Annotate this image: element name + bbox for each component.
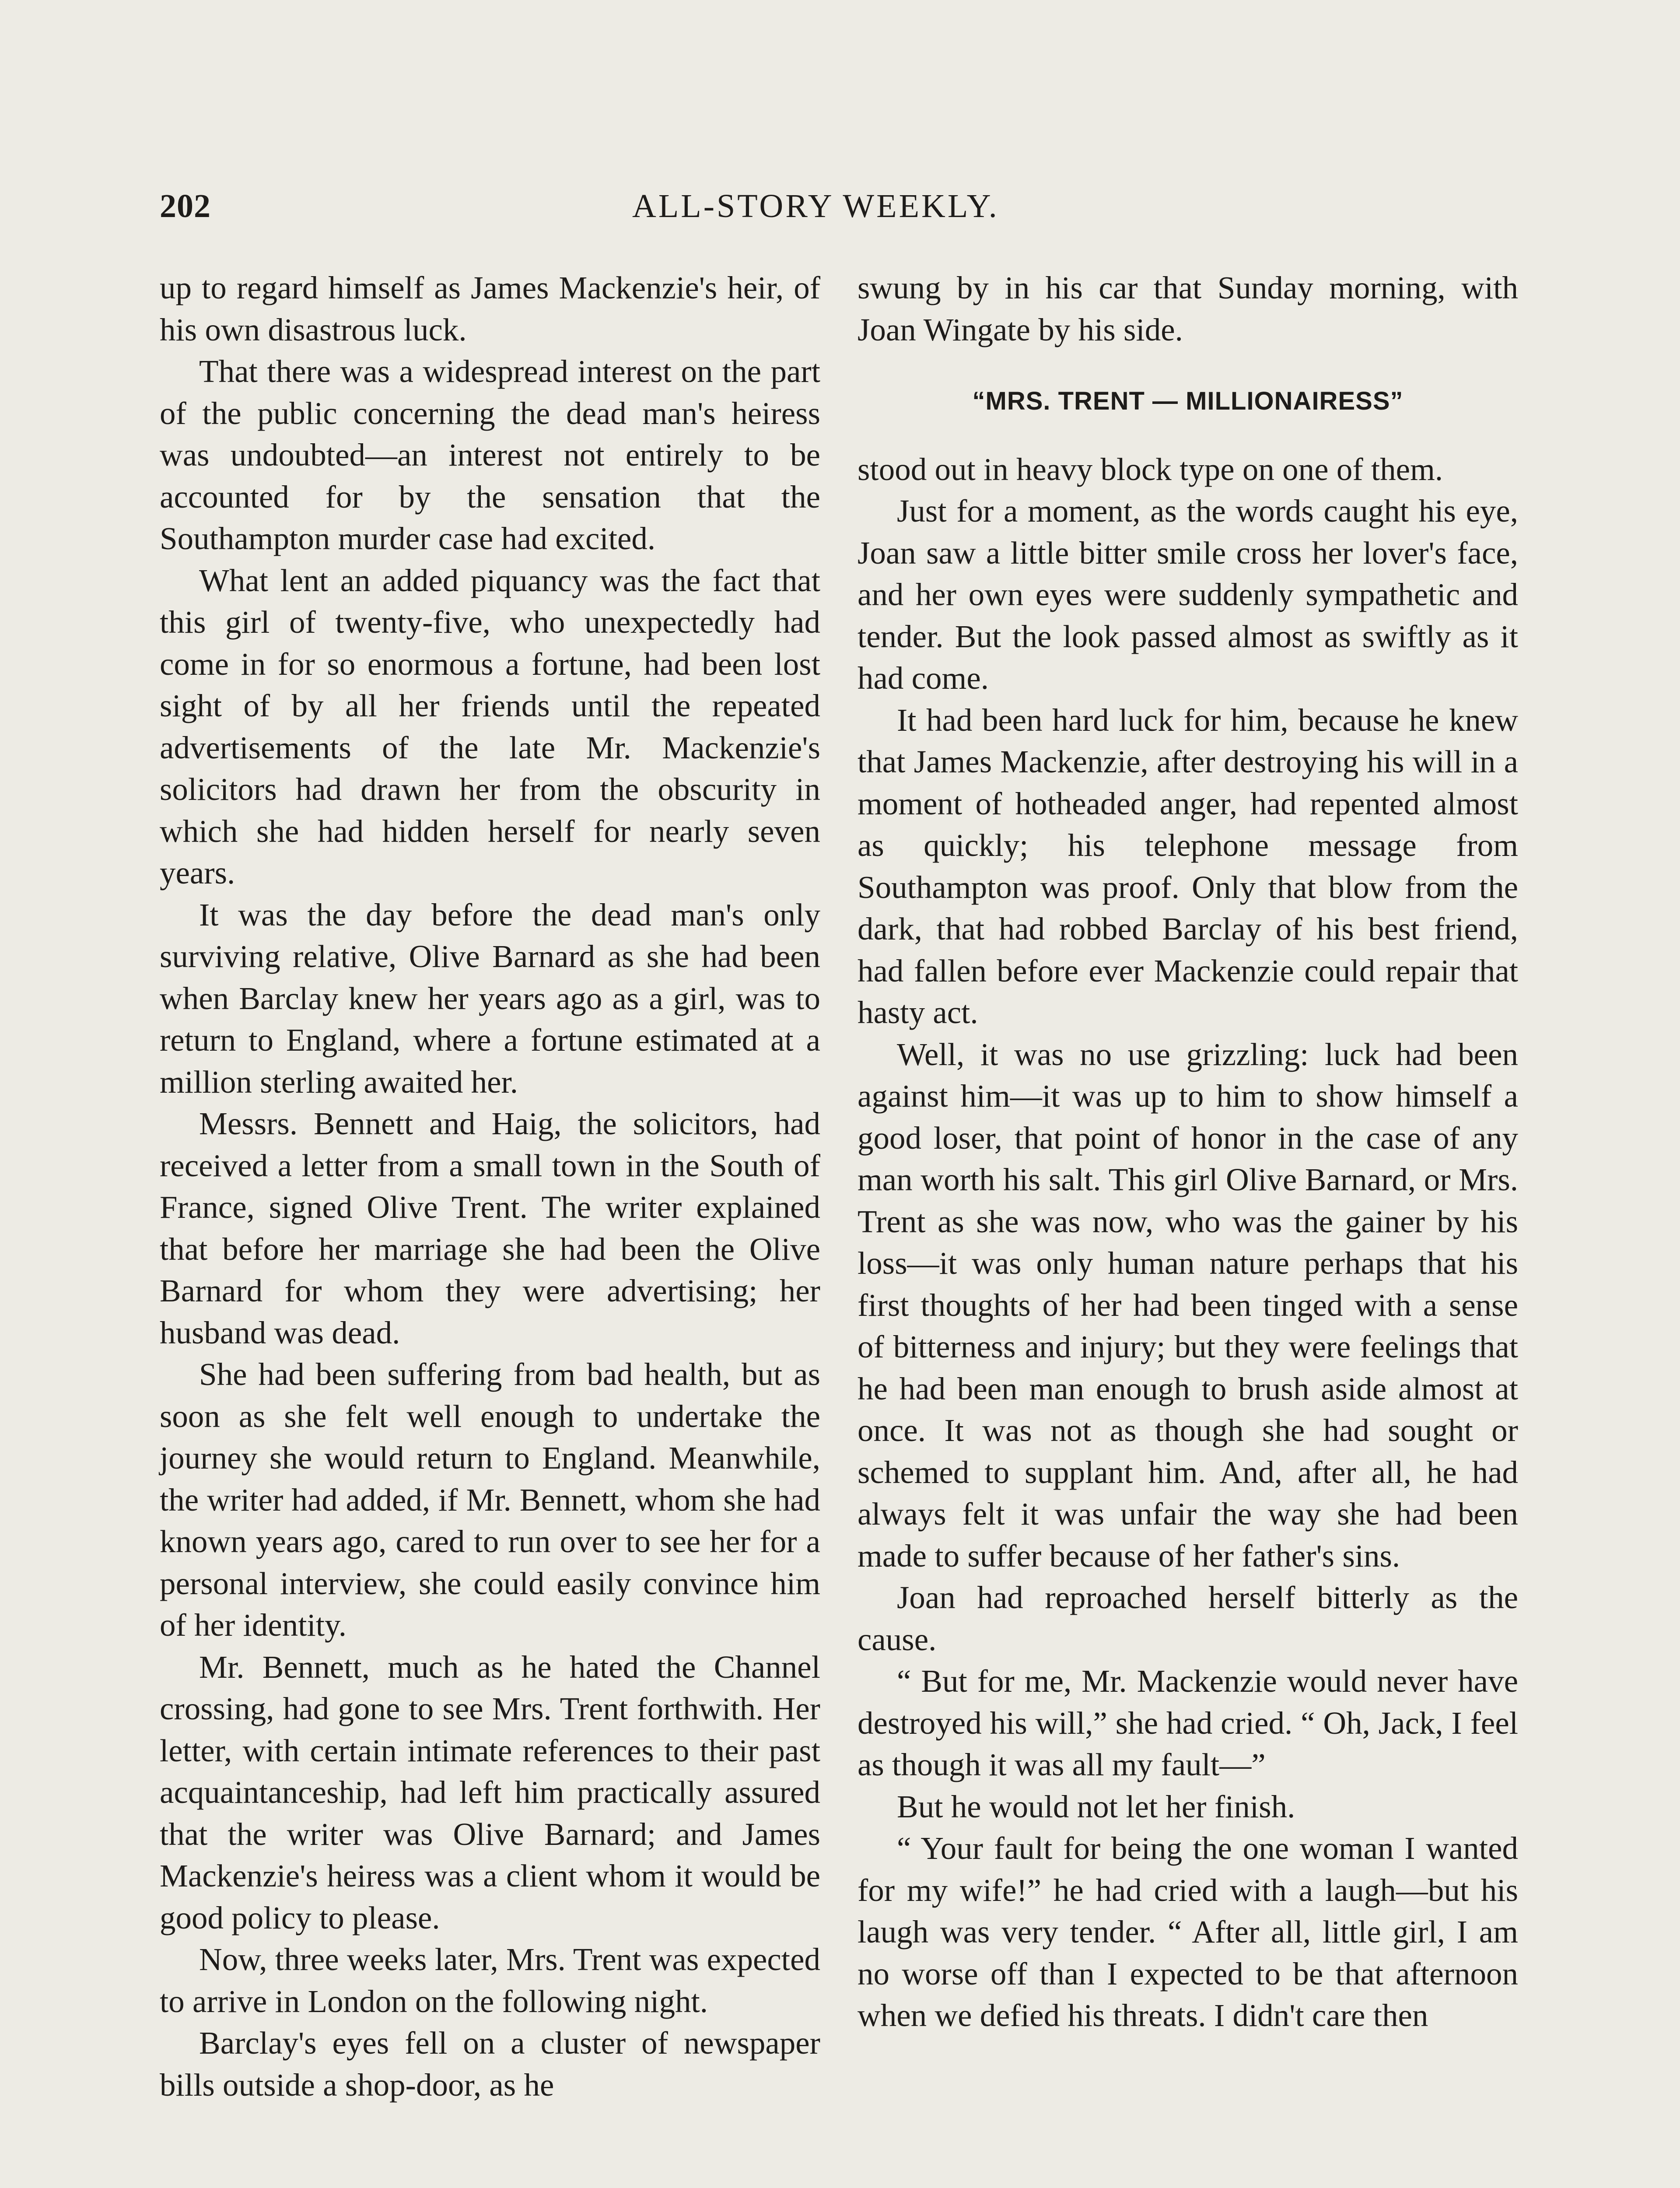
right-column — [858, 267, 1518, 2037]
paragraph: It was the day before the dead man's only surviving relative, Olive Barnard as she had been when Barclay knew her years ago as a girl, was to return to England, where a fortune estimated at a million sterling awaited her. — [160, 897, 820, 1100]
paragraph: It had been hard luck for him, because he knew that James Mackenzie, after destroying his will in a moment of hotheaded anger, had repented almost as quickly; his telephone message from Southampton was proof. Only that blow from the dark, that had robbed Barclay of his best friend, had fallen before ever Mackenzie could repair that hasty act. — [858, 702, 1518, 1030]
page-number: 202 — [160, 188, 211, 224]
paragraph: Now, three weeks later, Mrs. Trent was expected to arrive in London on the following night. — [160, 1942, 820, 2019]
paragraph: Barclay's eyes fell on a cluster of newspaper bills outside a shop-door, as he — [160, 2025, 820, 2103]
newspaper-headline: “MRS. TRENT — MILLIONAIRESS” — [972, 387, 1404, 415]
paragraph: Joan had reproached herself bitterly as the cause. — [858, 1580, 1518, 1657]
paragraph: Just for a moment, as the words caught his eye, Joan saw a little bitter smile cross her lover's face, and her own eyes were suddenly sympathetic and tender. But the look passed almost as swiftly as it had come. — [858, 493, 1518, 696]
paragraph: up to regard himself as James Mackenzie's heir, of his own disastrous luck. — [160, 270, 820, 347]
paragraph: But he would not let her finish. — [897, 1788, 1295, 1824]
paragraph: What lent an added piquancy was the fact that this girl of twenty-five, who unexpectedly had come in for so enormous a fortune, had been lost sight of by all her friends until the repeated advertisements of the late Mr. Mackenzie's solicitors had drawn her from the obscurity in which she had hidden herself for nearly seven years. — [160, 562, 820, 891]
left-column — [160, 267, 820, 2106]
running-head: ALL-STORY WEEKLY. — [632, 188, 999, 224]
paragraph: Mr. Bennett, much as he hated the Channel crossing, had gone to see Mrs. Trent forthwith. Her letter, with certain intimate references to their past acquaintanceship, had left him practically assured that the writer was Olive Barnard; and James Mackenzie's heiress was a client whom it would be good policy to please. — [160, 1649, 820, 1936]
page-header — [160, 179, 1520, 236]
paragraph: “ Your fault for being the one woman I wanted for my wife!” he had cried with a laugh—but his laugh was very tender. “ After all, little girl, I am no worse off than I expected to be that afternoon when we defied his threats. I didn't care then — [858, 1830, 1518, 2033]
paragraph: Well, it was no use grizzling: luck had been against him—it was up to him to show himself a good loser, that point of honor in the case of any man worth his salt. This girl Olive Barnard, or Mrs. Trent as she was now, who was the gainer by his loss—it was only human nature perhaps that his first thoughts of her had been tinged with a sense of bitterness and injury; but they were feelings that he had been man enough to brush aside almost at once. It was not as though she had sought or schemed to supplant him. And, after all, he had always felt it was unfair the way she had been made to suffer because of her father's sins. — [858, 1036, 1518, 1574]
paragraph: stood out in heavy block type on one of them. — [858, 451, 1443, 487]
paragraph: swung by in his car that Sunday morning, with Joan Wingate by his side. — [858, 270, 1518, 347]
paragraph: That there was a widespread interest on the part of the public concerning the dead man's heiress was undoubted—an interest not entirely to be accounted for by the sensation that the Southampton murder case had excited. — [160, 354, 820, 556]
paragraph: Messrs. Bennett and Haig, the solicitors, had received a letter from a small town in the South of France, signed Olive Trent. The writer explained that before her marriage she had been the Olive Barnard for whom they were advertising; her husband was dead. — [160, 1106, 820, 1350]
paragraph: She had been suffering from bad health, but as soon as she felt well enough to undertake the journey she would return to England. Meanwhile, the writer had added, if Mr. Bennett, whom she had known years ago, cared to run over to see her for a personal interview, she could easily convince him of her identity. — [160, 1357, 820, 1643]
paragraph: “ But for me, Mr. Mackenzie would never have destroyed his will,” she had cried. “ Oh, Jack, I feel as though it was all my fault—” — [858, 1663, 1518, 1782]
